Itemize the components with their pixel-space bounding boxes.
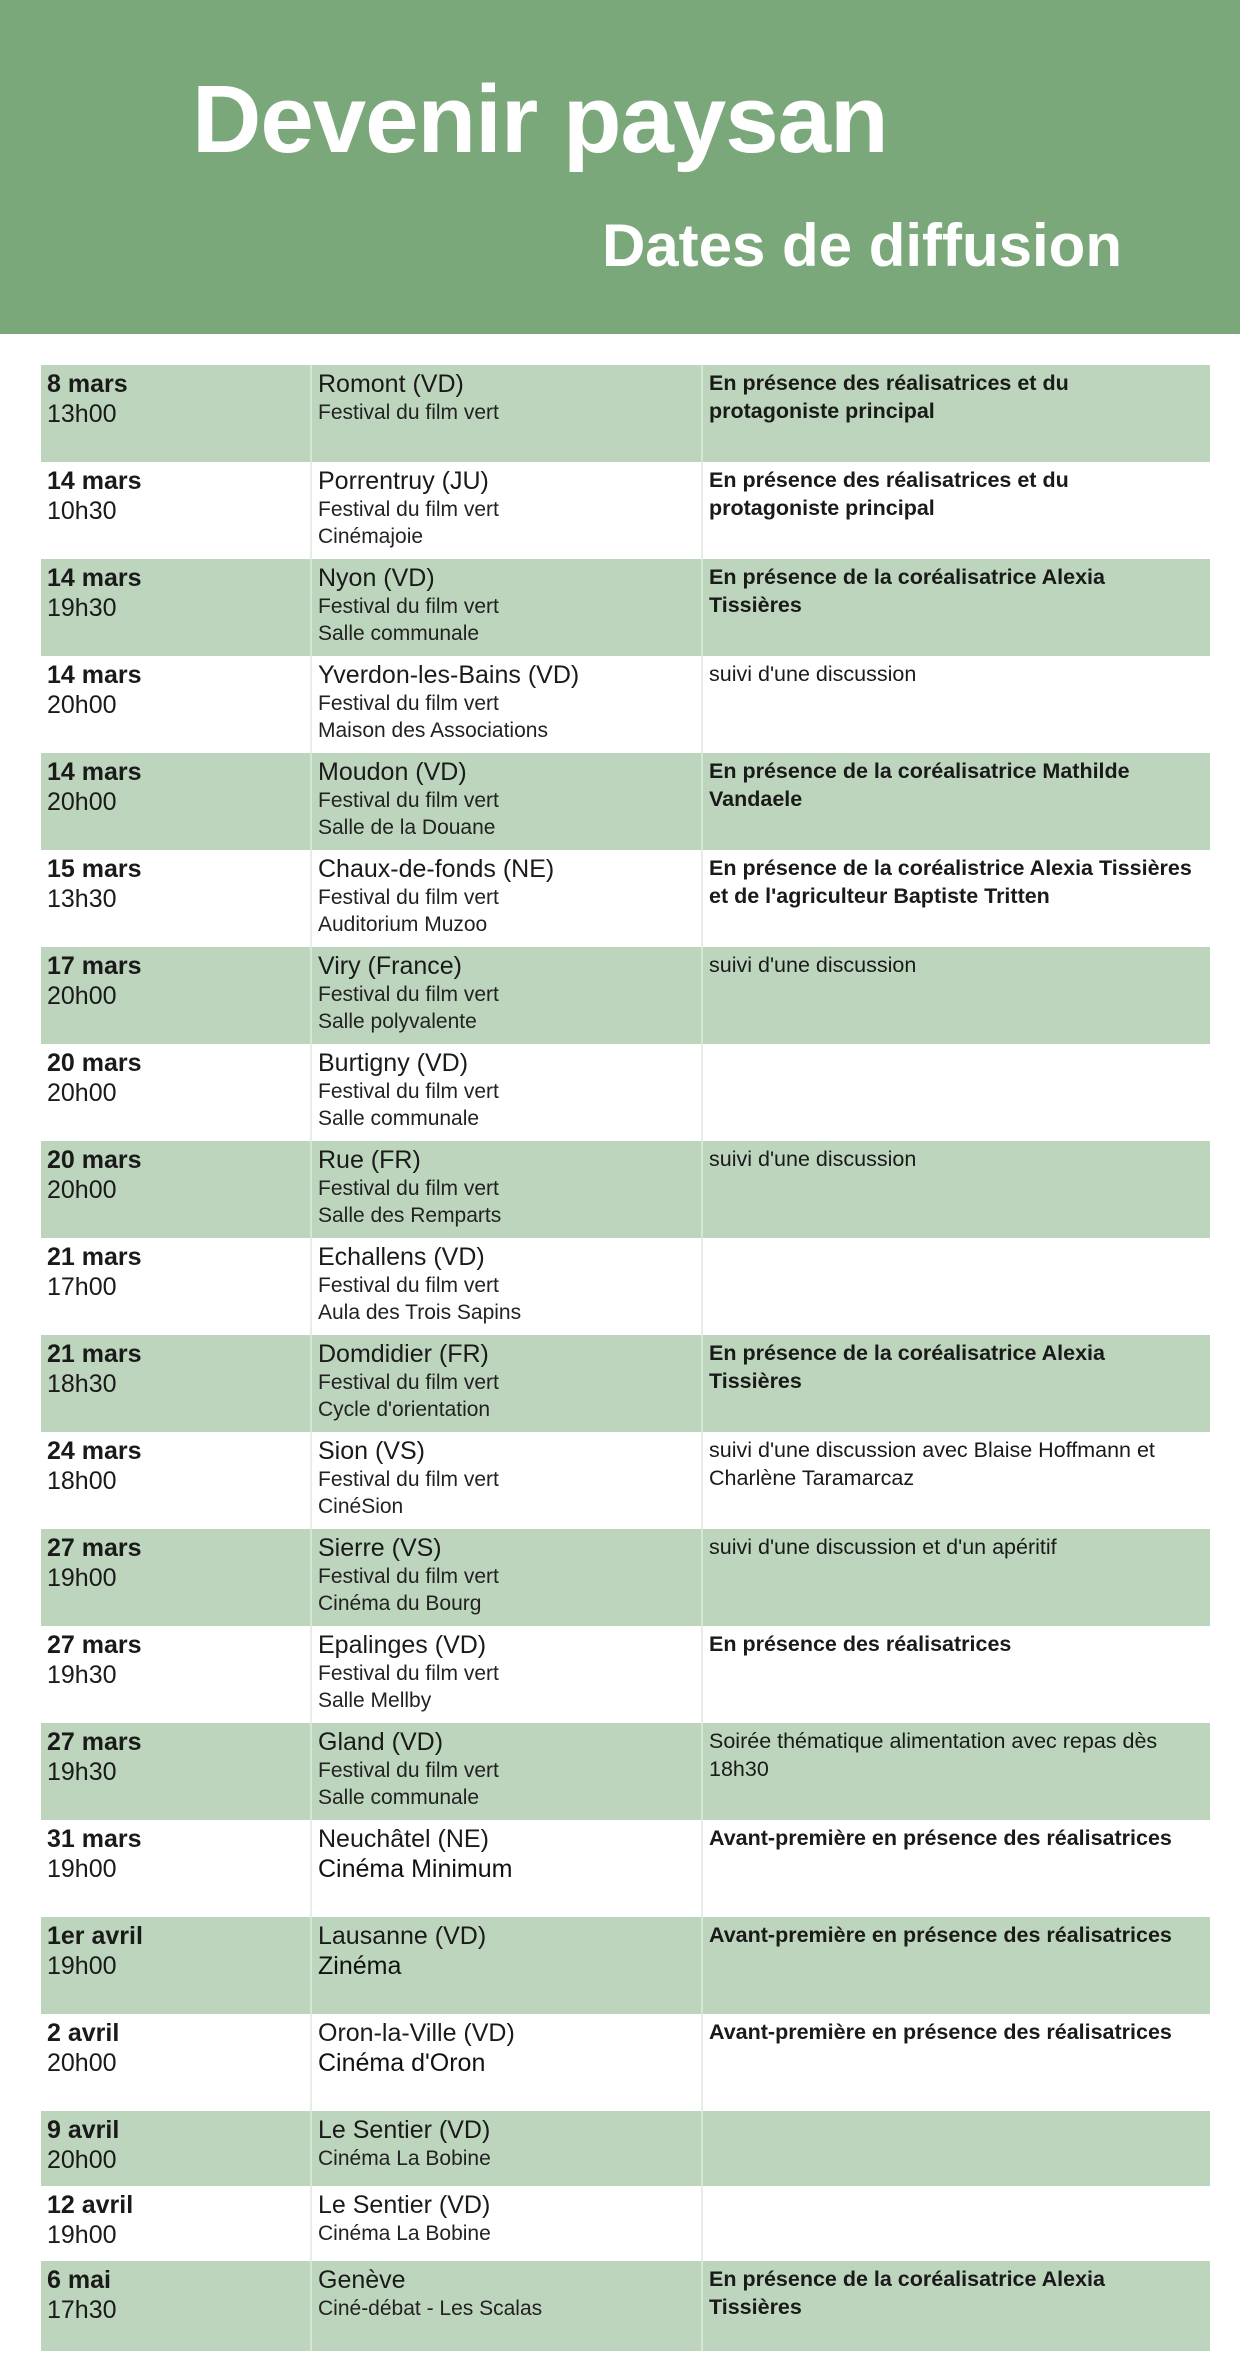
screening-time: 20h00 — [47, 691, 117, 719]
screening-city: Yverdon-les-Bains (VD) — [318, 661, 580, 689]
location-cell — [312, 1141, 703, 1238]
screening-hall: Salle communale — [318, 1107, 480, 1130]
screening-venue: Festival du film vert — [318, 886, 499, 909]
note-cell — [703, 1044, 1210, 1141]
location-cell — [312, 1820, 703, 1917]
schedule-row — [41, 1723, 1210, 1820]
screening-venue: Festival du film vert — [318, 1468, 499, 1491]
screening-venue: Festival du film vert — [318, 1177, 499, 1200]
screening-time: 18h30 — [47, 1370, 117, 1398]
screening-hall: Cinéma du Bourg — [318, 1592, 482, 1615]
screening-hall: Salle de la Douane — [318, 816, 496, 839]
screening-date: 27 mars — [47, 1631, 142, 1659]
note-cell — [703, 559, 1210, 656]
screening-hall: Auditorium Muzoo — [318, 913, 488, 936]
note-cell — [703, 753, 1210, 850]
date-cell — [41, 1723, 312, 1820]
schedule-row — [41, 1529, 1210, 1626]
screening-date: 1er avril — [47, 1922, 143, 1950]
note-cell — [703, 1917, 1210, 2014]
screening-venue: Ciné-débat - Les Scalas — [318, 2297, 543, 2320]
schedule-row — [41, 1238, 1210, 1335]
screening-time: 19h00 — [47, 1564, 117, 1592]
screening-note: Avant-première en présence des réalisatrices — [709, 1826, 1172, 1850]
location-cell — [312, 753, 703, 850]
screening-time: 19h30 — [47, 594, 117, 622]
screening-note: En présence de la coréalistrice Alexia Tissières et de l'agriculteur Baptiste Tritten — [709, 856, 1192, 908]
screening-venue: Festival du film vert — [318, 595, 499, 618]
screening-venue: Festival du film vert — [318, 1565, 499, 1588]
screening-date: 14 mars — [47, 467, 142, 495]
screening-note: En présence des réalisatrices — [709, 1632, 1012, 1656]
location-cell — [312, 365, 703, 462]
location-cell — [312, 1529, 703, 1626]
screening-time: 13h00 — [47, 400, 117, 428]
screening-hall: Aula des Trois Sapins — [318, 1301, 522, 1324]
location-cell — [312, 1626, 703, 1723]
screening-venue: Festival du film vert — [318, 401, 499, 424]
screening-time: 19h30 — [47, 1661, 117, 1689]
note-cell — [703, 850, 1210, 947]
schedule-row — [41, 850, 1210, 947]
note-cell — [703, 365, 1210, 462]
screening-venue: Festival du film vert — [318, 498, 499, 521]
date-cell — [41, 1335, 312, 1432]
screening-hall: Cinémajoie — [318, 525, 424, 548]
date-cell — [41, 1917, 312, 2014]
note-cell — [703, 2111, 1210, 2186]
schedule-row — [41, 365, 1210, 462]
note-cell — [703, 1141, 1210, 1238]
schedule-row — [41, 1141, 1210, 1238]
screening-venue: Festival du film vert — [318, 789, 499, 812]
screening-date: 20 mars — [47, 1049, 142, 1077]
screening-venue: Festival du film vert — [318, 1274, 499, 1297]
screening-venue: Zinéma — [318, 1952, 402, 1980]
date-cell — [41, 2261, 312, 2351]
location-cell — [312, 2111, 703, 2186]
screening-note: En présence de la coréalisatrice Mathilde Vandaele — [709, 759, 1130, 811]
screening-city: Nyon (VD) — [318, 564, 435, 592]
screening-time: 20h00 — [47, 1079, 117, 1107]
page-subtitle: Dates de diffusion — [601, 212, 1122, 279]
screening-time: 17h00 — [47, 1273, 117, 1301]
screening-city: Moudon (VD) — [318, 758, 467, 786]
screening-note: suivi d'une discussion — [709, 662, 917, 686]
location-cell — [312, 462, 703, 559]
screening-time: 20h00 — [47, 982, 117, 1010]
note-cell — [703, 1432, 1210, 1529]
screening-date: 9 avril — [47, 2116, 120, 2144]
screening-note: En présence des réalisatrices et du protagoniste principal — [709, 371, 1069, 423]
screening-date: 21 mars — [47, 1340, 142, 1368]
screening-hall: Salle polyvalente — [318, 1010, 477, 1033]
location-cell — [312, 559, 703, 656]
schedule-row — [41, 462, 1210, 559]
screening-time: 10h30 — [47, 497, 117, 525]
screening-city: Epalinges (VD) — [318, 1631, 487, 1659]
date-cell — [41, 462, 312, 559]
note-cell — [703, 2261, 1210, 2351]
screening-note: En présence des réalisatrices et du protagoniste principal — [709, 468, 1069, 520]
schedule-row — [41, 1335, 1210, 1432]
date-cell — [41, 1432, 312, 1529]
screening-venue: Festival du film vert — [318, 692, 499, 715]
screening-hall: Salle des Remparts — [318, 1204, 502, 1227]
screening-note: En présence de la coréalisatrice Alexia Tissières — [709, 1341, 1105, 1393]
note-cell — [703, 1626, 1210, 1723]
date-cell — [41, 1044, 312, 1141]
screening-city: Sierre (VS) — [318, 1534, 442, 1562]
note-cell — [703, 1238, 1210, 1335]
screening-note: suivi d'une discussion — [709, 953, 917, 977]
screening-date: 27 mars — [47, 1728, 142, 1756]
screening-city: Neuchâtel (NE) — [318, 1825, 489, 1853]
screening-date: 20 mars — [47, 1146, 142, 1174]
screening-date: 14 mars — [47, 758, 142, 786]
screening-hall: Maison des Associations — [318, 719, 548, 742]
screening-venue: Festival du film vert — [318, 1662, 499, 1685]
note-cell — [703, 462, 1210, 559]
screening-time: 19h30 — [47, 1758, 117, 1786]
date-cell — [41, 1141, 312, 1238]
screening-time: 20h00 — [47, 2146, 117, 2174]
schedule-row — [41, 1044, 1210, 1141]
screening-city: Rue (FR) — [318, 1146, 421, 1174]
screening-time: 19h00 — [47, 2221, 117, 2249]
screening-city: Burtigny (VD) — [318, 1049, 469, 1077]
location-cell — [312, 2014, 703, 2111]
date-cell — [41, 1529, 312, 1626]
schedule-row — [41, 947, 1210, 1044]
date-cell — [41, 947, 312, 1044]
screening-venue: Cinéma La Bobine — [318, 2147, 491, 2170]
screening-city: Genève — [318, 2266, 406, 2294]
screening-hall: CinéSion — [318, 1495, 404, 1518]
screening-date: 12 avril — [47, 2191, 134, 2219]
page-title: Devenir paysan — [192, 66, 888, 173]
date-cell — [41, 850, 312, 947]
screening-note: suivi d'une discussion avec Blaise Hoffmann et Charlène Taramarcaz — [709, 1438, 1155, 1490]
screening-city: Le Sentier (VD) — [318, 2191, 491, 2219]
screening-time: 19h00 — [47, 1855, 117, 1883]
schedule-row — [41, 2186, 1210, 2261]
screening-note: Soirée thématique alimentation avec repas dès 18h30 — [709, 1729, 1158, 1781]
screening-hall: Salle communale — [318, 1786, 480, 1809]
screening-time: 20h00 — [47, 2049, 117, 2077]
screening-venue: Cinéma Minimum — [318, 1855, 513, 1883]
screening-date: 8 mars — [47, 370, 128, 398]
screening-city: Viry (France) — [318, 952, 463, 980]
screening-city: Sion (VS) — [318, 1437, 425, 1465]
screening-venue: Festival du film vert — [318, 983, 499, 1006]
note-cell — [703, 656, 1210, 753]
screening-date: 14 mars — [47, 564, 142, 592]
note-cell — [703, 1529, 1210, 1626]
screening-date: 24 mars — [47, 1437, 142, 1465]
location-cell — [312, 1238, 703, 1335]
location-cell — [312, 656, 703, 753]
schedule-row — [41, 753, 1210, 850]
schedule-row — [41, 1820, 1210, 1917]
screening-time: 20h00 — [47, 788, 117, 816]
note-cell — [703, 2014, 1210, 2111]
screening-date: 6 mai — [47, 2266, 111, 2294]
screening-hall: Salle Mellby — [318, 1689, 432, 1712]
screening-time: 19h00 — [47, 1952, 117, 1980]
screening-time: 18h00 — [47, 1467, 117, 1495]
location-cell — [312, 1044, 703, 1141]
screening-date: 31 mars — [47, 1825, 142, 1853]
location-cell — [312, 1723, 703, 1820]
date-cell — [41, 1626, 312, 1723]
location-cell — [312, 850, 703, 947]
schedule-row — [41, 1917, 1210, 2014]
screening-date: 21 mars — [47, 1243, 142, 1271]
screening-date: 15 mars — [47, 855, 142, 883]
screening-city: Gland (VD) — [318, 1728, 444, 1756]
screening-city: Domdidier (FR) — [318, 1340, 489, 1368]
screening-venue: Festival du film vert — [318, 1759, 499, 1782]
screening-city: Lausanne (VD) — [318, 1922, 487, 1950]
screening-note: Avant-première en présence des réalisatrices — [709, 1923, 1172, 1947]
screening-venue: Cinéma d'Oron — [318, 2049, 486, 2077]
location-cell — [312, 2186, 703, 2261]
page-header — [0, 0, 1240, 334]
screening-city: Chaux-de-fonds (NE) — [318, 855, 555, 883]
screening-note: En présence de la coréalisatrice Alexia Tissières — [709, 565, 1105, 617]
date-cell — [41, 1238, 312, 1335]
screening-time: 13h30 — [47, 885, 117, 913]
screening-date: 27 mars — [47, 1534, 142, 1562]
location-cell — [312, 1917, 703, 2014]
screening-schedule-table — [41, 365, 1210, 2351]
note-cell — [703, 1820, 1210, 1917]
schedule-row — [41, 559, 1210, 656]
screening-venue: Festival du film vert — [318, 1080, 499, 1103]
schedule-row — [41, 2111, 1210, 2186]
screening-hall: Cycle d'orientation — [318, 1398, 491, 1421]
screening-venue: Festival du film vert — [318, 1371, 499, 1394]
date-cell — [41, 2014, 312, 2111]
screening-note: suivi d'une discussion et d'un apéritif — [709, 1535, 1057, 1559]
note-cell — [703, 1723, 1210, 1820]
date-cell — [41, 753, 312, 850]
date-cell — [41, 559, 312, 656]
date-cell — [41, 2111, 312, 2186]
location-cell — [312, 947, 703, 1044]
screening-note: En présence de la coréalisatrice Alexia Tissières — [709, 2267, 1105, 2319]
note-cell — [703, 1335, 1210, 1432]
screening-city: Oron-la-Ville (VD) — [318, 2019, 515, 2047]
screening-note: suivi d'une discussion — [709, 1147, 917, 1171]
screening-date: 17 mars — [47, 952, 142, 980]
note-cell — [703, 2186, 1210, 2261]
schedule-row — [41, 1432, 1210, 1529]
schedule-row — [41, 2014, 1210, 2111]
screening-city: Porrentruy (JU) — [318, 467, 489, 495]
screening-time: 17h30 — [47, 2296, 117, 2324]
date-cell — [41, 2186, 312, 2261]
screening-venue: Cinéma La Bobine — [318, 2222, 491, 2245]
screening-time: 20h00 — [47, 1176, 117, 1204]
date-cell — [41, 1820, 312, 1917]
screening-city: Le Sentier (VD) — [318, 2116, 491, 2144]
screening-date: 14 mars — [47, 661, 142, 689]
schedule-row — [41, 2261, 1210, 2351]
date-cell — [41, 656, 312, 753]
screening-note: Avant-première en présence des réalisatrices — [709, 2020, 1172, 2044]
note-cell — [703, 947, 1210, 1044]
screening-city: Romont (VD) — [318, 370, 464, 398]
location-cell — [312, 2261, 703, 2351]
schedule-row — [41, 1626, 1210, 1723]
screening-date: 2 avril — [47, 2019, 120, 2047]
schedule-row — [41, 656, 1210, 753]
screening-hall: Salle communale — [318, 622, 480, 645]
date-cell — [41, 365, 312, 462]
location-cell — [312, 1432, 703, 1529]
location-cell — [312, 1335, 703, 1432]
screening-city: Echallens (VD) — [318, 1243, 485, 1271]
